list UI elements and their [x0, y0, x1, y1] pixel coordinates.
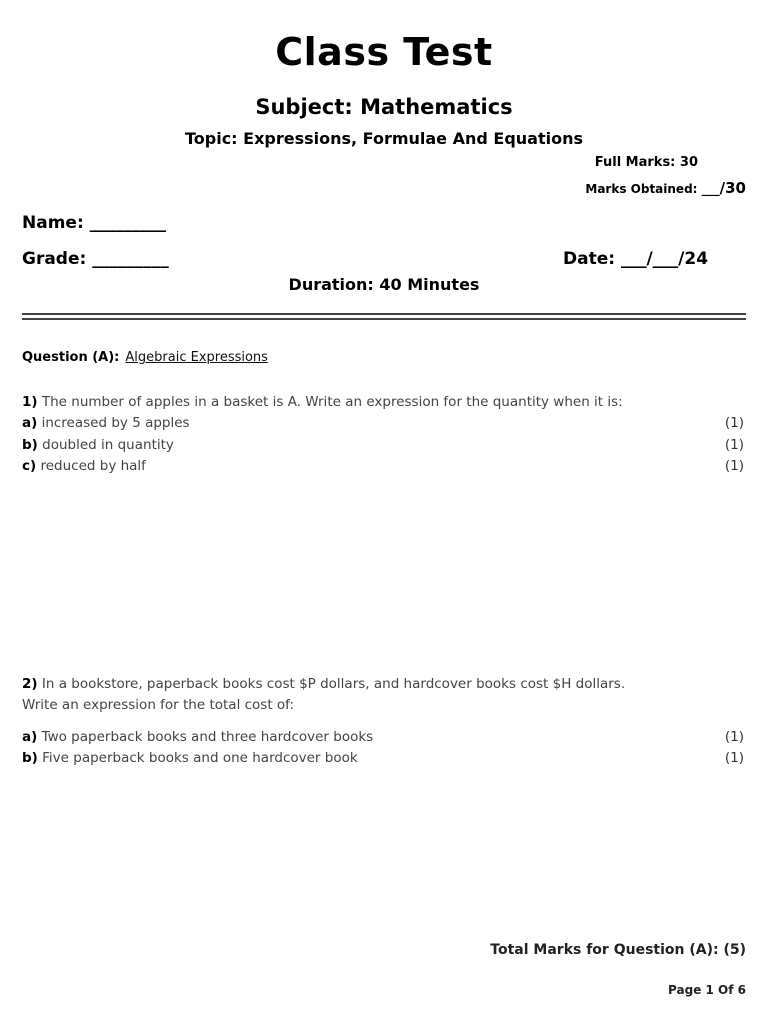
full-marks: Full Marks: 30	[594, 155, 698, 170]
document-title: Class Test	[275, 30, 493, 74]
marks-obtained-total: /30	[719, 179, 746, 197]
duration: Duration: 40 Minutes	[288, 275, 480, 294]
q1-part-c	[22, 458, 146, 474]
q1-part-a	[22, 415, 190, 431]
q2-part-b-text: Five paperback books and one hardcover book	[42, 750, 358, 766]
q2-part-a-marks: (1)	[724, 729, 744, 745]
q1-part-c-marks: (1)	[724, 458, 744, 474]
q1-part-b-letter: b)	[22, 437, 38, 453]
q2-part-a	[22, 729, 373, 745]
page-number: Page 1 Of 6	[668, 983, 746, 997]
q2-number: 2)	[22, 676, 38, 692]
q2-part-a-text: Two paperback books and three hardcover books	[41, 729, 374, 745]
q1-part-a-letter: a)	[22, 415, 38, 431]
q1-stem	[22, 394, 623, 410]
grade-field: Grade: _________	[22, 249, 169, 269]
q2-part-b-marks: (1)	[724, 750, 744, 766]
q2-stem-line2: Write an expression for the total cost of:	[22, 697, 295, 713]
question-a-total-marks: Total Marks for Question (A): (5)	[490, 942, 746, 958]
marks-obtained	[585, 179, 746, 197]
q2-stem	[22, 676, 625, 692]
q1-number: 1)	[22, 394, 38, 410]
q1-part-a-text: increased by 5 apples	[41, 415, 190, 431]
question-a-heading	[22, 350, 268, 365]
q1-part-b-marks: (1)	[724, 437, 744, 453]
name-field: Name: _________	[22, 213, 167, 233]
q1-part-c-letter: c)	[22, 458, 37, 474]
question-a-label: Question (A):	[22, 350, 120, 365]
marks-obtained-label: Marks Obtained: ___	[585, 182, 720, 196]
q2-part-a-letter: a)	[22, 729, 38, 745]
header-divider-secondary	[22, 318, 746, 320]
q1-part-b-text: doubled in quantity	[42, 437, 174, 453]
q1-part-a-marks: (1)	[724, 415, 744, 431]
subject-heading: Subject: Mathematics	[255, 95, 513, 119]
date-field: Date: ___/___/24	[563, 249, 709, 269]
topic-heading: Topic: Expressions, Formulae And Equations	[184, 129, 584, 148]
q2-text: In a bookstore, paperback books cost $P dollars, and hardcover books cost $H dollars.	[41, 676, 626, 692]
q2-part-b-letter: b)	[22, 750, 38, 766]
q1-part-b	[22, 437, 174, 453]
q1-part-c-text: reduced by half	[40, 458, 146, 474]
q1-text: The number of apples in a basket is A. Write an expression for the quantity when it is:	[41, 394, 623, 410]
header-divider	[22, 313, 746, 315]
q2-part-b	[22, 750, 358, 766]
question-a-topic: Algebraic Expressions	[125, 350, 268, 365]
